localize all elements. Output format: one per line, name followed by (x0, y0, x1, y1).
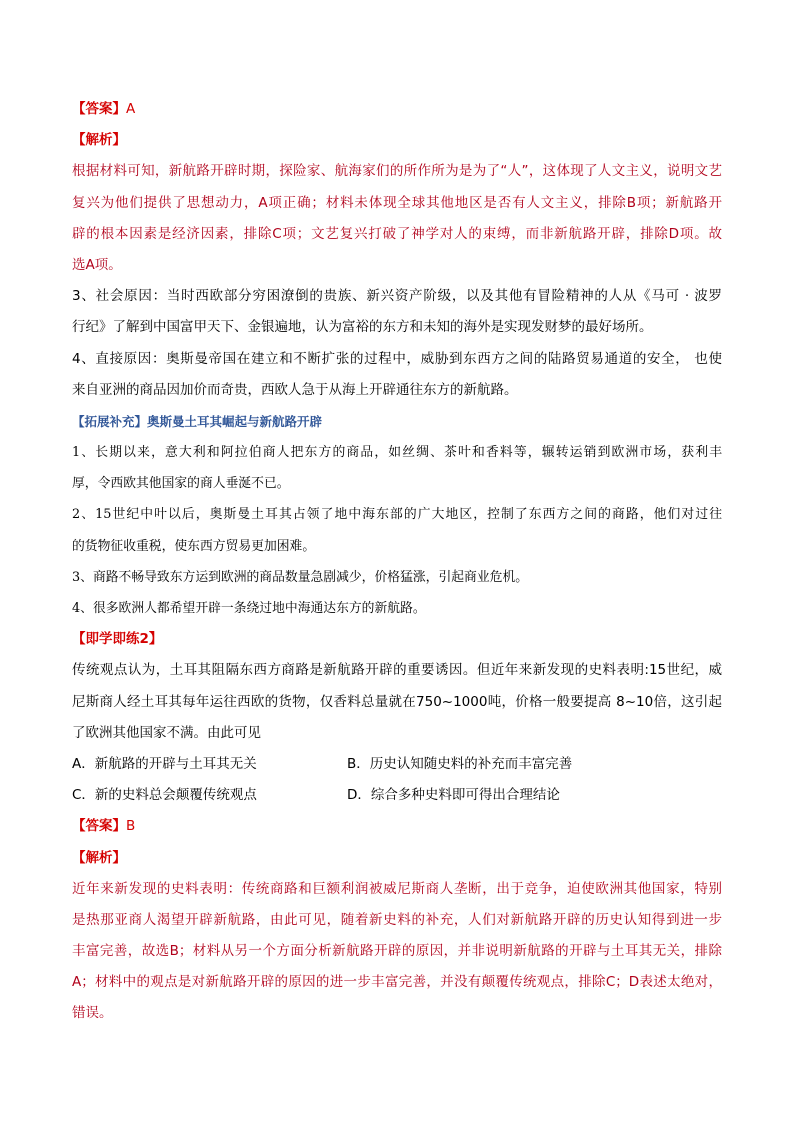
options-row (72, 780, 722, 811)
answer-line (72, 811, 722, 842)
analysis-line: 复兴为他们提供了思想动力，A项正确；材料未体现全球其他地区是否有人文主义，排除B项；新航路开 (72, 194, 722, 211)
practice-label: 【即学即练2】 (72, 631, 163, 648)
option-a: A．新航路的开辟与土耳其无关 (72, 755, 257, 772)
option-d: D．综合多种史料即可得出合理结论 (347, 787, 560, 804)
analysis-heading (72, 843, 722, 874)
extension-item-line: 的货物征收重税，使东西方贸易更加困难。 (72, 538, 316, 554)
question-stem-line: 了欧洲其他国家不满。由此可见 (72, 724, 261, 741)
question-stem-line: 尼斯商人经土耳其每年运往西欧的货物，仅香料总量就在750~1000吨，价格一般要提高 8~10倍，这引起 (72, 693, 722, 710)
answer-line (72, 94, 722, 125)
social-cause-line: 3、社会原因：当时西欧部分穷困潦倒的贵族、新兴资产阶级，以及其他有冒险精神的人从《马可 · 波罗 (72, 288, 722, 305)
analysis-line: 根据材料可知，新航路开辟时期，探险家、航海家们的所作所为是为了“人”，这体现了人文主义，说明文艺 (72, 163, 722, 180)
document-content (72, 94, 722, 1030)
extension-item-line: 4、很多欧洲人都希望开辟一条绕过地中海通达东方的新航路。 (72, 601, 426, 616)
analysis-line: 选A项。 (72, 256, 122, 273)
extension-item-line: 1、长期以来，意大利和阿拉伯商人把东方的商品，如丝绸、茶叶和香料等，辗转运销到欧洲市场，获利丰 (72, 445, 722, 461)
analysis-heading (72, 125, 722, 156)
direct-cause-line: 4、直接原因：奥斯曼帝国在建立和不断扩张的过程中，威胁到东西方之间的陆路贸易通道的安全， 也使 (72, 350, 722, 367)
analysis-line: 丰富完善，故选B；材料从另一个方面分析新航路开辟的原因，并非说明新航路的开辟与土耳其无关，排除 (72, 943, 722, 960)
answer-value: A (126, 101, 136, 117)
option-b: B．历史认知随史料的补充而丰富完善 (347, 755, 573, 772)
practice-heading (72, 624, 722, 655)
direct-cause-line: 来自亚洲的商品因加价而奇贵，西欧人急于从海上开辟通往东方的新航路。 (72, 381, 518, 398)
analysis-line: 近年来新发现的史料表明：传统商路和巨额利润被威尼斯商人垄断，出于竞争，迫使欧洲其他国家，特别 (72, 880, 722, 897)
extension-item-line: 厚，令西欧其他国家的商人垂涎不已。 (72, 476, 290, 492)
answer-label: 【答案】 (72, 101, 126, 117)
analysis-line: 辟的根本因素是经济因素，排除C项；文艺复兴打破了神学对人的束缚，而非新航路开辟，排除D项。故 (72, 225, 722, 242)
analysis-label: 【解析】 (72, 849, 126, 866)
analysis-line: A；材料中的观点是对新航路开辟的原因的进一步丰富完善，并没有颠覆传统观点，排除C；D表述太绝对， (72, 974, 722, 991)
extension-item-line: 3、商路不畅导致东方运到欧洲的商品数量急剧减少，价格猛涨，引起商业危机。 (72, 569, 529, 585)
social-cause-line: 行纪》了解到中国富甲天下、金银遍地，认为富裕的东方和未知的海外是实现发财梦的最好场所。 (72, 319, 653, 336)
extension-item-line: 2、15世纪中叶以后，奥斯曼土耳其占领了地中海东部的广大地区，控制了东西方之间的商路，他们对过往 (72, 507, 722, 523)
options-row (72, 749, 722, 780)
analysis-line: 是热那亚商人渴望开辟新航路，由此可见，随着新史料的补充，人们对新航路开辟的历史认知得到进一步 (72, 911, 722, 928)
answer-label: 【答案】 (72, 818, 126, 835)
analysis-label: 【解析】 (72, 132, 126, 149)
question-stem-line: 传统观点认为，土耳其阻隔东西方商路是新航路开辟的重要诱因。但近年来新发现的史料表明:15世纪，威 (72, 662, 722, 679)
extension-heading: 【拓展补充】奥斯曼土耳其崛起与新航路开辟 (72, 413, 323, 429)
answer-value: B (126, 818, 136, 835)
analysis-line: 错误。 (72, 1005, 113, 1022)
option-c: C．新的史料总会颠覆传统观点 (72, 787, 257, 804)
